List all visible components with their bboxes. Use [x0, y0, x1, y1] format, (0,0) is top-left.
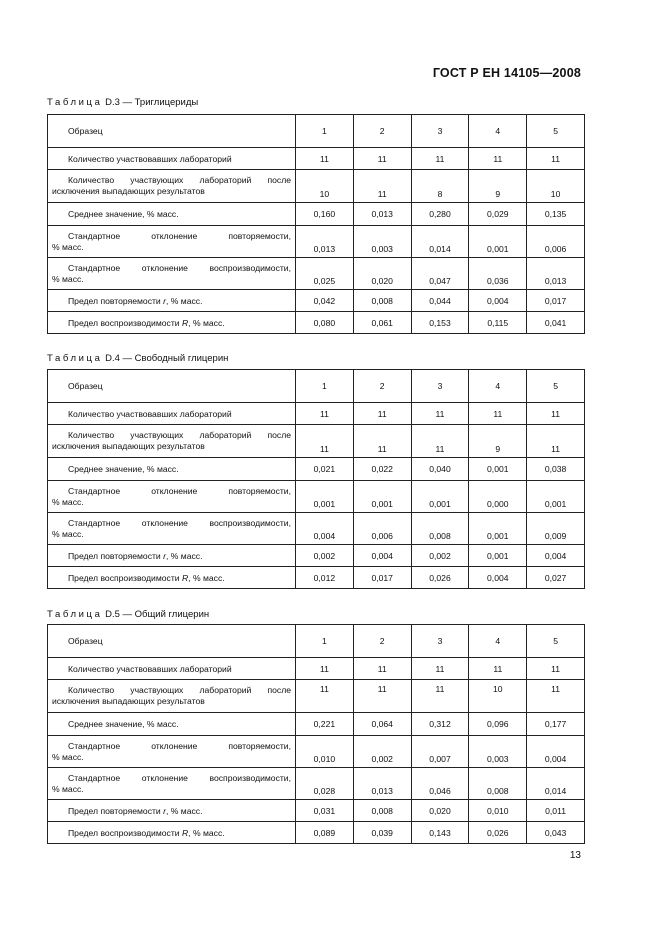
value-cell: 0,044: [411, 290, 469, 312]
row-label-line-2: исключения выпадающих результатов: [52, 696, 205, 706]
row-label-line-1: Стандартное отклонение повторяемости,: [68, 230, 291, 241]
table-row: [48, 822, 585, 844]
table-caption-title: D.5 — Общий глицерин: [105, 609, 210, 620]
limit-symbol: r: [163, 550, 166, 561]
table-header-row: [48, 370, 585, 403]
value-cell: 0,002: [296, 545, 354, 567]
row-label-line-2: % масс.: [52, 528, 84, 539]
value-cell: 0,020: [353, 258, 411, 290]
value-cell: 0,043: [527, 822, 585, 844]
value-cell: 0,221: [296, 713, 354, 736]
table-row: [48, 713, 585, 736]
value-cell: 10: [296, 170, 354, 203]
value-cell: 0,028: [296, 768, 354, 800]
value-cell: 11: [411, 425, 469, 458]
value-cell: 11: [411, 680, 469, 713]
value-cell: 0,020: [411, 800, 469, 822]
row-label: Предел воспроизводимости R, % масс.: [48, 312, 296, 334]
row-label-line-2: % масс.: [52, 783, 84, 794]
header-cell-sample: 5: [527, 370, 585, 403]
row-label: Количество участвовавших лабораторий: [48, 658, 296, 680]
row-label-line-2: % масс.: [52, 751, 84, 762]
header-cell-sample: 2: [353, 370, 411, 403]
value-cell: 0,000: [469, 481, 527, 513]
value-cell: 0,001: [353, 481, 411, 513]
value-cell: 0,160: [296, 203, 354, 226]
table-caption-title: D.4 — Свободный глицерин: [105, 353, 229, 364]
value-cell: 0,041: [527, 312, 585, 334]
table-row: [48, 258, 585, 290]
row-label-line-1: Стандартное отклонение повторяемости,: [68, 485, 291, 496]
row-label: [48, 258, 296, 290]
value-cell: 0,013: [353, 203, 411, 226]
table-row: [48, 545, 585, 567]
row-label: Среднее значение, % масс.: [48, 203, 296, 226]
value-cell: 0,026: [411, 567, 469, 589]
value-cell: 11: [353, 680, 411, 713]
row-label-line-2: исключения выпадающих результатов: [52, 186, 205, 196]
value-cell: 0,008: [353, 290, 411, 312]
data-table: [47, 369, 585, 589]
row-label-line-1: Стандартное отклонение повторяемости,: [68, 740, 291, 751]
row-label: [48, 481, 296, 513]
row-label-line-1: Стандартное отклонение воспроизводимости,: [68, 517, 291, 528]
value-cell: 0,038: [527, 458, 585, 481]
value-cell: 11: [411, 148, 469, 170]
value-cell: 11: [527, 403, 585, 425]
value-cell: 0,004: [469, 290, 527, 312]
value-cell: 0,042: [296, 290, 354, 312]
value-cell: 0,064: [353, 713, 411, 736]
value-cell: 0,143: [411, 822, 469, 844]
value-cell: 9: [469, 170, 527, 203]
table-row: [48, 680, 585, 713]
value-cell: 0,014: [527, 768, 585, 800]
header-cell-sample: 3: [411, 115, 469, 148]
header-cell-label: Образец: [48, 625, 296, 658]
row-label: Предел повторяемости r, % масс.: [48, 545, 296, 567]
value-cell: 0,025: [296, 258, 354, 290]
table-row: [48, 736, 585, 768]
row-label: [48, 768, 296, 800]
data-table: [47, 624, 585, 844]
row-label-line-2: % масс.: [52, 273, 84, 284]
value-cell: 0,002: [353, 736, 411, 768]
row-label: Предел повторяемости r, % масс.: [48, 290, 296, 312]
table-row: [48, 658, 585, 680]
value-cell: 11: [353, 658, 411, 680]
value-cell: 0,061: [353, 312, 411, 334]
table-header-row: [48, 625, 585, 658]
value-cell: 0,001: [469, 458, 527, 481]
value-cell: 11: [469, 403, 527, 425]
table-caption: [47, 97, 198, 108]
table-row: [48, 768, 585, 800]
header-cell-sample: 1: [296, 115, 354, 148]
value-cell: 0,022: [353, 458, 411, 481]
header-cell-sample: 5: [527, 625, 585, 658]
value-cell: 0,004: [527, 545, 585, 567]
value-cell: 10: [469, 680, 527, 713]
table-caption-prefix: Таблица: [47, 609, 103, 620]
value-cell: 0,013: [353, 768, 411, 800]
header-cell-sample: 1: [296, 625, 354, 658]
limit-symbol: R: [181, 317, 189, 328]
header-cell-sample: 4: [469, 370, 527, 403]
value-cell: 11: [527, 680, 585, 713]
row-label: Предел воспроизводимости R, % масс.: [48, 567, 296, 589]
value-cell: 11: [527, 658, 585, 680]
value-cell: 0,312: [411, 713, 469, 736]
value-cell: 0,001: [469, 513, 527, 545]
value-cell: 0,046: [411, 768, 469, 800]
value-cell: 0,115: [469, 312, 527, 334]
row-label-line-1: Количество участвующих лабораторий после: [68, 175, 291, 185]
header-cell-sample: 2: [353, 625, 411, 658]
value-cell: 0,089: [296, 822, 354, 844]
value-cell: 0,031: [296, 800, 354, 822]
limit-symbol: r: [163, 805, 166, 816]
page-number: 13: [569, 850, 581, 861]
row-label: Количество участвовавших лабораторий: [48, 148, 296, 170]
table-row: [48, 800, 585, 822]
row-label: [48, 736, 296, 768]
value-cell: 0,004: [469, 567, 527, 589]
row-label: Количество участвовавших лабораторий: [48, 403, 296, 425]
row-label: Среднее значение, % масс.: [48, 713, 296, 736]
table-row: [48, 148, 585, 170]
header-cell-label: Образец: [48, 370, 296, 403]
value-cell: 0,177: [527, 713, 585, 736]
value-cell: 11: [353, 425, 411, 458]
value-cell: 0,003: [353, 226, 411, 258]
value-cell: 11: [296, 403, 354, 425]
table-row: [48, 290, 585, 312]
value-cell: 9: [469, 425, 527, 458]
value-cell: 11: [353, 403, 411, 425]
value-cell: 11: [296, 425, 354, 458]
row-label: [48, 680, 296, 713]
row-label: Предел воспроизводимости R, % масс.: [48, 822, 296, 844]
value-cell: 0,006: [353, 513, 411, 545]
table-caption-prefix: Таблица: [47, 353, 103, 364]
header-cell-sample: 3: [411, 625, 469, 658]
header-cell-label: Образец: [48, 115, 296, 148]
value-cell: 0,280: [411, 203, 469, 226]
value-cell: 10: [527, 170, 585, 203]
row-label: [48, 513, 296, 545]
row-label: Среднее значение, % масс.: [48, 458, 296, 481]
value-cell: 0,021: [296, 458, 354, 481]
row-label-line-1: Стандартное отклонение воспроизводимости,: [68, 262, 291, 273]
table-caption-title: D.3 — Триглицериды: [105, 97, 199, 108]
header-cell-sample: 1: [296, 370, 354, 403]
value-cell: 0,008: [411, 513, 469, 545]
table-row: [48, 513, 585, 545]
value-cell: 0,011: [527, 800, 585, 822]
value-cell: 0,007: [411, 736, 469, 768]
value-cell: 11: [469, 658, 527, 680]
header-cell-sample: 4: [469, 115, 527, 148]
row-label-line-1: Стандартное отклонение воспроизводимости,: [68, 772, 291, 783]
value-cell: 0,004: [296, 513, 354, 545]
table-caption-prefix: Таблица: [47, 97, 103, 108]
value-cell: 11: [296, 680, 354, 713]
value-cell: 0,001: [411, 481, 469, 513]
row-label-line-2: % масс.: [52, 496, 84, 507]
limit-symbol: r: [163, 295, 166, 306]
header-cell-sample: 3: [411, 370, 469, 403]
value-cell: 8: [411, 170, 469, 203]
row-label-line-1: Количество участвующих лабораторий после: [68, 685, 291, 695]
value-cell: 0,017: [353, 567, 411, 589]
value-cell: 0,010: [469, 800, 527, 822]
value-cell: 11: [527, 425, 585, 458]
table-row: [48, 170, 585, 203]
value-cell: 0,026: [469, 822, 527, 844]
row-label: Предел повторяемости r, % масс.: [48, 800, 296, 822]
value-cell: 11: [353, 170, 411, 203]
row-label: [48, 425, 296, 458]
table-row: [48, 567, 585, 589]
value-cell: 0,001: [296, 481, 354, 513]
value-cell: 11: [353, 148, 411, 170]
value-cell: 0,039: [353, 822, 411, 844]
header-cell-sample: 5: [527, 115, 585, 148]
document-designation: ГОСТ Р ЕН 14105—2008: [432, 66, 581, 80]
value-cell: 0,009: [527, 513, 585, 545]
value-cell: 0,029: [469, 203, 527, 226]
value-cell: 0,001: [527, 481, 585, 513]
table-caption: [47, 353, 228, 364]
table-caption: [47, 609, 209, 620]
value-cell: 0,004: [353, 545, 411, 567]
table-row: [48, 425, 585, 458]
value-cell: 0,008: [469, 768, 527, 800]
value-cell: 0,036: [469, 258, 527, 290]
value-cell: 0,001: [469, 545, 527, 567]
value-cell: 11: [296, 658, 354, 680]
value-cell: 11: [296, 148, 354, 170]
value-cell: 0,012: [296, 567, 354, 589]
data-table: [47, 114, 585, 334]
row-label-line-2: % масс.: [52, 241, 84, 252]
table-row: [48, 203, 585, 226]
value-cell: 0,040: [411, 458, 469, 481]
row-label-line-2: исключения выпадающих результатов: [52, 441, 205, 451]
value-cell: 0,135: [527, 203, 585, 226]
value-cell: 0,006: [527, 226, 585, 258]
value-cell: 0,010: [296, 736, 354, 768]
value-cell: 11: [411, 658, 469, 680]
value-cell: 11: [527, 148, 585, 170]
value-cell: 0,014: [411, 226, 469, 258]
value-cell: 0,002: [411, 545, 469, 567]
value-cell: 0,013: [296, 226, 354, 258]
value-cell: 0,017: [527, 290, 585, 312]
table-row: [48, 481, 585, 513]
value-cell: 11: [411, 403, 469, 425]
table-row: [48, 403, 585, 425]
value-cell: 0,153: [411, 312, 469, 334]
value-cell: 11: [469, 148, 527, 170]
value-cell: 0,001: [469, 226, 527, 258]
limit-symbol: R: [181, 572, 189, 583]
value-cell: 0,004: [527, 736, 585, 768]
row-label: [48, 170, 296, 203]
header-cell-sample: 2: [353, 115, 411, 148]
value-cell: 0,080: [296, 312, 354, 334]
table-row: [48, 226, 585, 258]
value-cell: 0,013: [527, 258, 585, 290]
value-cell: 0,008: [353, 800, 411, 822]
value-cell: 0,096: [469, 713, 527, 736]
row-label-line-1: Количество участвующих лабораторий после: [68, 430, 291, 440]
table-row: [48, 458, 585, 481]
row-label: [48, 226, 296, 258]
value-cell: 0,003: [469, 736, 527, 768]
table-row: [48, 312, 585, 334]
value-cell: 0,027: [527, 567, 585, 589]
limit-symbol: R: [181, 827, 189, 838]
value-cell: 0,047: [411, 258, 469, 290]
table-header-row: [48, 115, 585, 148]
header-cell-sample: 4: [469, 625, 527, 658]
